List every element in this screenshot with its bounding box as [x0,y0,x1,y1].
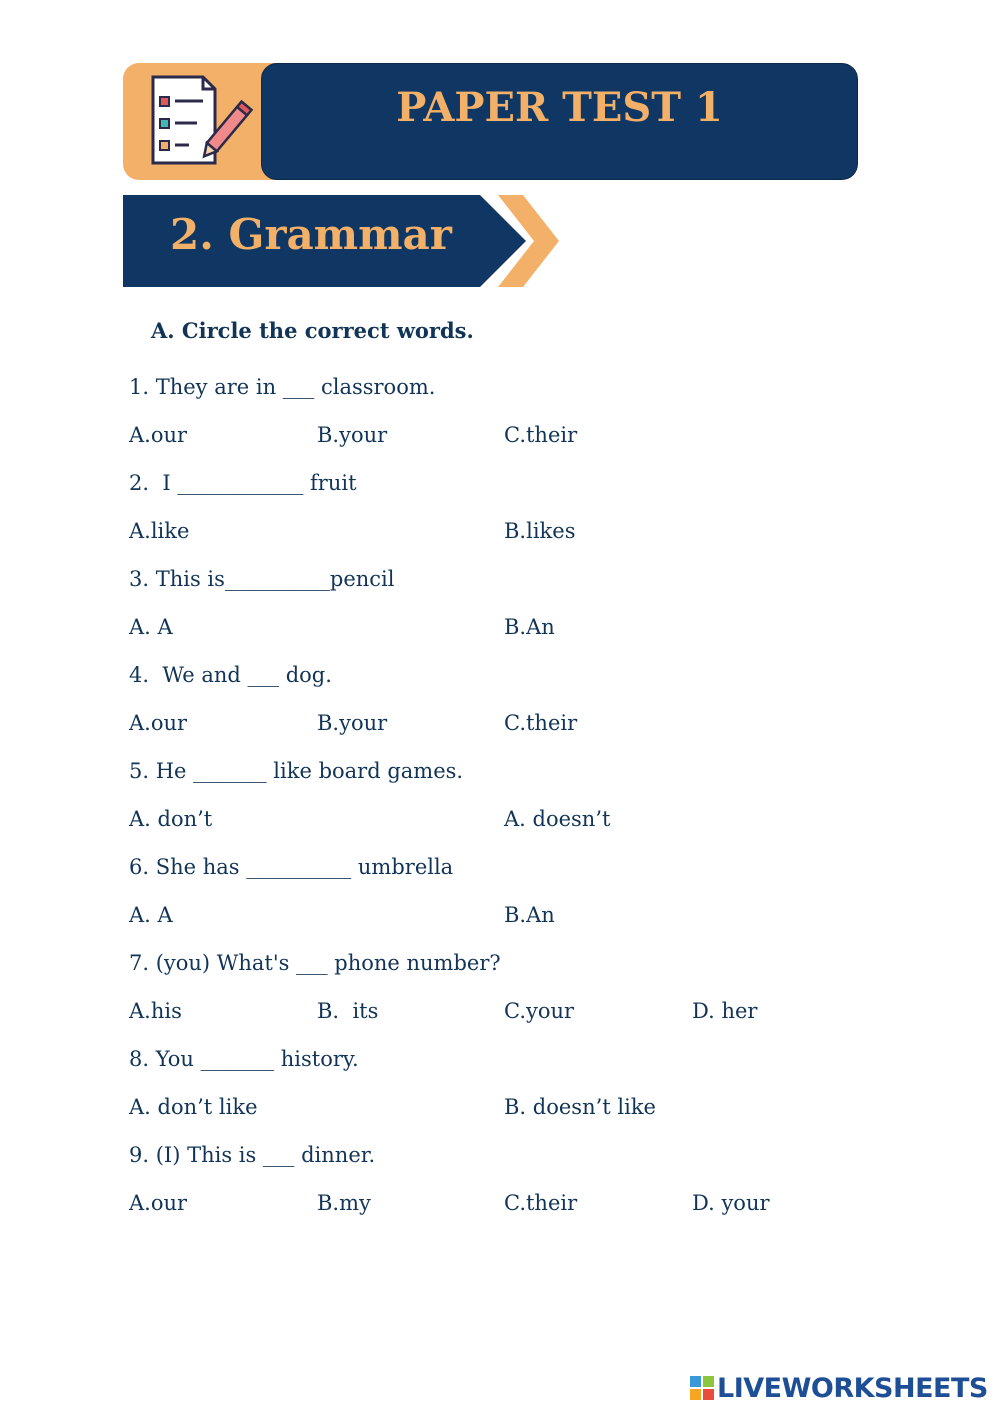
question-8: 8. You _______ history. [129,1047,359,1071]
option-3a[interactable]: A. A [129,615,173,639]
section-title: 2. Grammar [170,210,452,259]
option-7d[interactable]: D. her [692,999,758,1023]
options-5 [129,802,929,850]
question-2: 2. I ____________ fruit [129,471,357,495]
option-2b[interactable]: B.likes [504,519,576,543]
options-6 [129,898,929,946]
option-9c[interactable]: C.their [504,1191,578,1215]
question-3: 3. This is__________pencil [129,567,395,591]
option-1b[interactable]: B.your [317,423,388,447]
question-1: 1. They are in ___ classroom. [129,375,436,399]
question-4: 4. We and ___ dog. [129,663,332,687]
page-title: PAPER TEST 1 [396,84,723,131]
liveworksheets-blocks-icon [690,1376,714,1400]
option-3b[interactable]: B.An [504,615,555,639]
option-7b[interactable]: B. its [317,999,379,1023]
option-9d[interactable]: D. your [692,1191,770,1215]
option-9a[interactable]: A.our [129,1191,188,1215]
options-9 [129,1186,929,1234]
option-2a[interactable]: A.like [129,519,190,543]
option-8b[interactable]: B. doesn’t like [504,1095,656,1119]
question-list [129,370,929,1234]
options-8 [129,1090,929,1138]
question-9: 9. (I) This is ___ dinner. [129,1143,376,1167]
question-5: 5. He _______ like board games. [129,759,464,783]
header-title-box [261,63,858,180]
option-1c[interactable]: C.their [504,423,578,447]
options-2 [129,514,929,562]
options-1 [129,418,929,466]
liveworksheets-logo[interactable] [690,1370,988,1406]
option-5a[interactable]: A. don’t [129,807,213,831]
question-6: 6. She has __________ umbrella [129,855,454,879]
options-4 [129,706,929,754]
header-banner [123,63,858,180]
option-7c[interactable]: C.your [504,999,575,1023]
logo-text: LIVEWORKSHEETS [717,1372,988,1404]
option-4a[interactable]: A.our [129,711,188,735]
option-7a[interactable]: A.his [129,999,182,1023]
checklist-pencil-icon [123,63,263,180]
option-1a[interactable]: A.our [129,423,188,447]
question-7: 7. (you) What's ___ phone number? [129,951,501,975]
options-3 [129,610,929,658]
option-8a[interactable]: A. don’t like [129,1095,258,1119]
option-9b[interactable]: B.my [317,1191,371,1215]
option-6a[interactable]: A. A [129,903,173,927]
option-6b[interactable]: B.An [504,903,555,927]
option-5b[interactable]: A. doesn’t [504,807,611,831]
option-4c[interactable]: C.their [504,711,578,735]
option-4b[interactable]: B.your [317,711,388,735]
options-7 [129,994,929,1042]
instruction-text: A. Circle the correct words. [151,318,474,343]
